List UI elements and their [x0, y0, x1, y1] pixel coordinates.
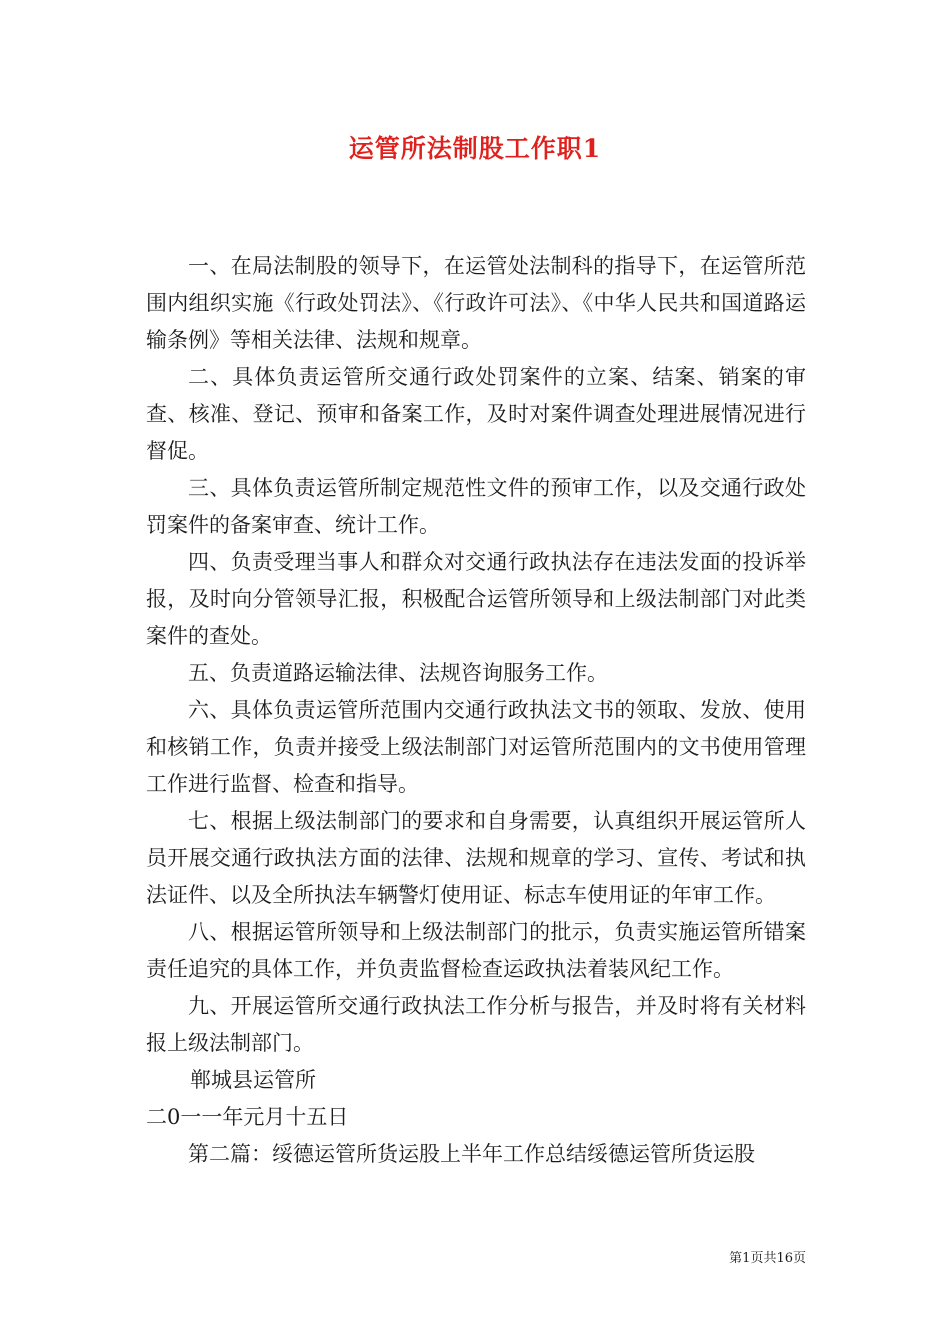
paragraph-8: 八、根据运管所领导和上级法制部门的批示，负责实施运管所错案责任追究的具体工作，并负责监督检查运政执法着装风纪工作。 [146, 920, 806, 981]
paragraph-2: 二、具体负责运管所交通行政处罚案件的立案、结案、销案的审查、核准、登记、预审和备案工作，及时对案件调查处理进展情况进行督促。 [146, 365, 806, 463]
paragraph-9: 九、开展运管所交通行政执法工作分析与报告，并及时将有关材料报上级法制部门。 [146, 994, 806, 1055]
document-body [146, 248, 806, 1173]
page-number: 第1页共16页 [729, 1251, 806, 1266]
paragraph-1: 一、在局法制股的领导下，在运管处法制科的指导下，在运管所范围内组织实施《行政处罚法》、《行政许可法》、《中华人民共和国道路运输条例》等相关法律、法规和规章。 [146, 254, 806, 352]
next-section-heading: 第二篇：绥德运管所货运股上半年工作总结绥德运管所货运股 [188, 1142, 755, 1166]
paragraph-7: 七、根据上级法制部门的要求和自身需要，认真组织开展运管所人员开展交通行政执法方面的法律、法规和规章的学习、宣传、考试和执法证件、以及全所执法车辆警灯使用证、标志车使用证的年审工作。 [146, 809, 806, 907]
paragraph-3: 三、具体负责运管所制定规范性文件的预审工作，以及交通行政处罚案件的备案审查、统计工作。 [146, 476, 806, 537]
date-line: 二0一一年元月十五日 [146, 1105, 349, 1129]
document-title: 运管所法制股工作职1 [348, 134, 602, 163]
signature-line: 郸城县运管所 [190, 1068, 316, 1092]
paragraph-6: 六、具体负责运管所范围内交通行政执法文书的领取、发放、使用和核销工作，负责并接受上级法制部门对运管所范围内的文书使用管理工作进行监督、检查和指导。 [146, 698, 806, 796]
paragraph-5: 五、负责道路运输法律、法规咨询服务工作。 [188, 661, 608, 685]
paragraph-4: 四、负责受理当事人和群众对交通行政执法存在违法发面的投诉举报，及时向分管领导汇报，积极配合运管所领导和上级法制部门对此类案件的查处。 [146, 550, 806, 648]
